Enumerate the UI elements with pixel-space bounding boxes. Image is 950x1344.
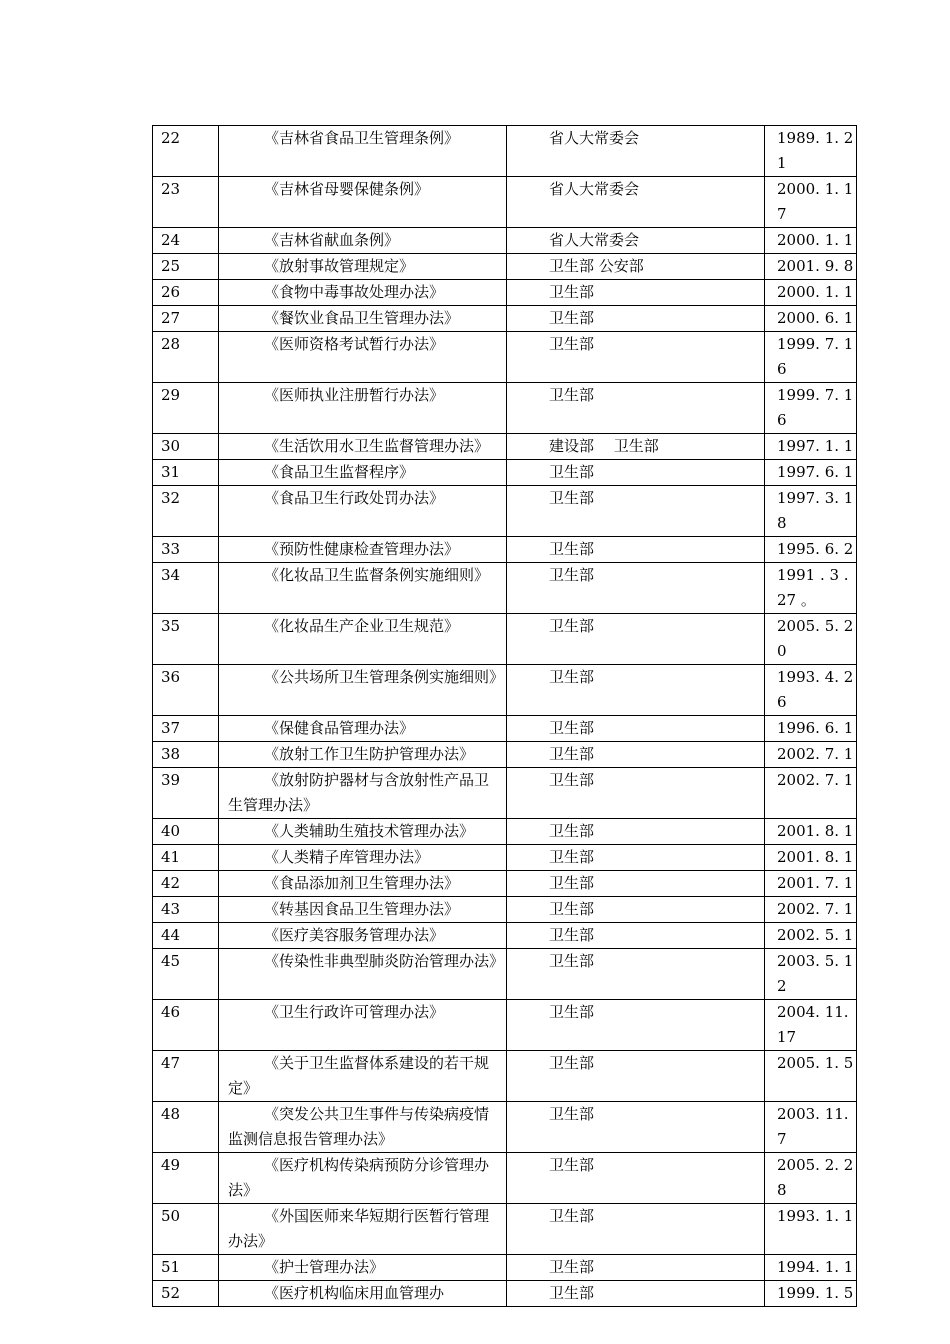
row-number-cell	[153, 177, 219, 228]
row-number-cell	[153, 228, 219, 254]
effective-date: 2001. 8. 1	[777, 822, 854, 840]
issuing-authority: 省人大常委会	[549, 231, 640, 249]
regulation-title: 《放射工作卫生防护管理办法》	[264, 745, 475, 763]
table-row	[153, 768, 857, 819]
regulation-title-cell	[219, 614, 507, 665]
effective-date: 1993. 1. 1	[777, 1207, 854, 1225]
issuing-authority: 卫生部	[549, 1156, 595, 1174]
issuing-authority: 卫生部	[549, 617, 595, 635]
effective-date-cell	[765, 949, 857, 1000]
issuing-authority-cell	[507, 742, 765, 768]
table-row	[153, 177, 857, 228]
regulation-title: 《医疗机构临床用血管理办	[264, 1284, 445, 1302]
row-number: 28	[161, 335, 181, 353]
issuing-authority: 卫生部	[549, 1054, 595, 1072]
table-row	[153, 434, 857, 460]
effective-date: 2000. 1. 1	[777, 231, 854, 249]
regulation-title: 《食品卫生行政处罚办法》	[264, 489, 445, 507]
issuing-authority: 卫生部	[549, 719, 595, 737]
issuing-authority-cell	[507, 1255, 765, 1281]
regulation-title-cell	[219, 306, 507, 332]
table-row	[153, 563, 857, 614]
row-number-cell	[153, 434, 219, 460]
effective-date: 2000. 1. 1	[777, 283, 854, 301]
issuing-authority-cell	[507, 897, 765, 923]
table-row	[153, 306, 857, 332]
regulation-title: 《食品卫生监督程序》	[264, 463, 415, 481]
effective-date: 2001. 9. 8	[777, 257, 854, 275]
issuing-authority-cell	[507, 923, 765, 949]
regulations-table	[152, 125, 857, 1307]
issuing-authority: 卫生部	[549, 1284, 595, 1302]
effective-date: 2005. 2. 28	[777, 1156, 854, 1199]
effective-date: 1994. 1. 1	[777, 1258, 854, 1276]
issuing-authority-cell	[507, 1000, 765, 1051]
regulation-title-cell	[219, 1281, 507, 1307]
regulation-title-cell	[219, 1051, 507, 1102]
table-row	[153, 1204, 857, 1255]
table-row	[153, 1255, 857, 1281]
row-number-cell	[153, 742, 219, 768]
regulation-title: 《食品添加剂卫生管理办法》	[264, 874, 460, 892]
effective-date: 2003. 11. 7	[777, 1105, 849, 1148]
issuing-authority: 卫生部	[549, 822, 595, 840]
issuing-authority-cell	[507, 614, 765, 665]
effective-date: 1991 . 3 . 27 。	[777, 566, 849, 609]
row-number-cell	[153, 1204, 219, 1255]
effective-date-cell	[765, 177, 857, 228]
regulation-title: 《放射事故管理规定》	[264, 257, 415, 275]
regulation-title: 《吉林省食品卫生管理条例》	[264, 129, 460, 147]
table-row	[153, 228, 857, 254]
effective-date: 1999. 7. 16	[777, 335, 854, 378]
table-row	[153, 742, 857, 768]
regulation-title-cell	[219, 1255, 507, 1281]
regulation-title-cell	[219, 434, 507, 460]
effective-date-cell	[765, 306, 857, 332]
table-row	[153, 254, 857, 280]
row-number-cell	[153, 1000, 219, 1051]
issuing-authority-cell	[507, 460, 765, 486]
regulation-title: 《医疗机构传染病预防分诊管理办法》	[228, 1156, 490, 1199]
issuing-authority: 卫生部	[549, 283, 595, 301]
effective-date: 2005. 5. 20	[777, 617, 854, 660]
table-row	[153, 280, 857, 306]
issuing-authority: 卫生部	[549, 463, 595, 481]
row-number: 40	[161, 822, 181, 840]
issuing-authority: 卫生部	[549, 1105, 595, 1123]
row-number-cell	[153, 563, 219, 614]
regulation-title-cell	[219, 897, 507, 923]
regulation-title-cell	[219, 768, 507, 819]
regulation-title: 《转基因食品卫生管理办法》	[264, 900, 460, 918]
regulation-title: 《吉林省献血条例》	[264, 231, 400, 249]
table-row	[153, 383, 857, 434]
row-number-cell	[153, 1255, 219, 1281]
issuing-authority: 卫生部	[549, 771, 595, 789]
regulation-title-cell	[219, 280, 507, 306]
row-number-cell	[153, 614, 219, 665]
row-number-cell	[153, 280, 219, 306]
table-row	[153, 614, 857, 665]
row-number-cell	[153, 871, 219, 897]
row-number-cell	[153, 949, 219, 1000]
effective-date-cell	[765, 742, 857, 768]
effective-date: 2000. 1. 17	[777, 180, 854, 223]
issuing-authority-cell	[507, 332, 765, 383]
issuing-authority: 卫生部	[549, 952, 595, 970]
effective-date: 1996. 6. 1	[777, 719, 854, 737]
table-row	[153, 665, 857, 716]
issuing-authority: 卫生部	[549, 489, 595, 507]
issuing-authority-cell	[507, 486, 765, 537]
row-number-cell	[153, 923, 219, 949]
effective-date-cell	[765, 537, 857, 563]
issuing-authority: 卫生部	[549, 1003, 595, 1021]
row-number-cell	[153, 716, 219, 742]
issuing-authority: 卫生部	[549, 926, 595, 944]
effective-date-cell	[765, 897, 857, 923]
regulation-title: 《化妆品卫生监督条例实施细则》	[264, 566, 490, 584]
regulation-title-cell	[219, 1102, 507, 1153]
row-number: 51	[161, 1258, 181, 1276]
table-row	[153, 1000, 857, 1051]
row-number-cell	[153, 332, 219, 383]
effective-date-cell	[765, 1153, 857, 1204]
effective-date: 1995. 6. 2	[777, 540, 854, 558]
table-row	[153, 486, 857, 537]
effective-date: 2004. 11. 17	[777, 1003, 849, 1046]
issuing-authority-cell	[507, 949, 765, 1000]
regulation-title: 《食物中毒事故处理办法》	[264, 283, 445, 301]
regulation-title: 《关于卫生监督体系建设的若干规定》	[228, 1054, 490, 1097]
issuing-authority: 卫生部	[549, 335, 595, 353]
regulation-title-cell	[219, 1153, 507, 1204]
row-number-cell	[153, 460, 219, 486]
issuing-authority-cell	[507, 306, 765, 332]
regulation-title-cell	[219, 949, 507, 1000]
regulation-title-cell	[219, 716, 507, 742]
row-number: 49	[161, 1156, 181, 1174]
regulation-title-cell	[219, 537, 507, 563]
regulation-title-cell	[219, 332, 507, 383]
effective-date: 1993. 4. 26	[777, 668, 854, 711]
issuing-authority-cell	[507, 434, 765, 460]
effective-date: 1997. 6. 1	[777, 463, 854, 481]
issuing-authority: 卫生部	[549, 309, 595, 327]
effective-date: 1989. 1. 21	[777, 129, 854, 172]
effective-date-cell	[765, 383, 857, 434]
effective-date-cell	[765, 768, 857, 819]
issuing-authority-cell	[507, 563, 765, 614]
regulation-title-cell	[219, 845, 507, 871]
row-number-cell	[153, 768, 219, 819]
effective-date-cell	[765, 819, 857, 845]
regulation-title: 《餐饮业食品卫生管理办法》	[264, 309, 460, 327]
regulation-title: 《保健食品管理办法》	[264, 719, 415, 737]
row-number: 25	[161, 257, 181, 275]
effective-date-cell	[765, 486, 857, 537]
effective-date: 2001. 7. 1	[777, 874, 854, 892]
effective-date-cell	[765, 1255, 857, 1281]
issuing-authority: 建设部 卫生部	[549, 437, 659, 455]
issuing-authority: 卫生部	[549, 386, 595, 404]
regulation-title-cell	[219, 665, 507, 716]
row-number: 29	[161, 386, 181, 404]
row-number-cell	[153, 1102, 219, 1153]
regulation-title-cell	[219, 228, 507, 254]
row-number-cell	[153, 819, 219, 845]
issuing-authority: 卫生部	[549, 540, 595, 558]
regulation-title-cell	[219, 126, 507, 177]
row-number-cell	[153, 1153, 219, 1204]
effective-date: 2000. 6. 1	[777, 309, 854, 327]
row-number: 46	[161, 1003, 181, 1021]
effective-date: 2002. 7. 1	[777, 771, 854, 789]
effective-date-cell	[765, 923, 857, 949]
regulation-title: 《医师资格考试暂行办法》	[264, 335, 445, 353]
row-number: 31	[161, 463, 181, 481]
row-number: 47	[161, 1054, 181, 1072]
effective-date: 2002. 5. 1	[777, 926, 854, 944]
effective-date-cell	[765, 845, 857, 871]
row-number: 41	[161, 848, 181, 866]
effective-date-cell	[765, 871, 857, 897]
issuing-authority-cell	[507, 716, 765, 742]
regulation-title: 《传染性非典型肺炎防治管理办法》	[264, 952, 505, 970]
effective-date-cell	[765, 716, 857, 742]
regulation-title-cell	[219, 486, 507, 537]
effective-date-cell	[765, 563, 857, 614]
issuing-authority-cell	[507, 537, 765, 563]
effective-date-cell	[765, 665, 857, 716]
effective-date: 2005. 1. 5	[777, 1054, 854, 1072]
issuing-authority: 卫生部	[549, 900, 595, 918]
regulation-title-cell	[219, 254, 507, 280]
issuing-authority-cell	[507, 1153, 765, 1204]
row-number: 38	[161, 745, 181, 763]
issuing-authority: 卫生部	[549, 668, 595, 686]
regulation-title-cell	[219, 1000, 507, 1051]
row-number: 32	[161, 489, 181, 507]
table-row	[153, 716, 857, 742]
regulation-title: 《生活饮用水卫生监督管理办法》	[264, 437, 490, 455]
issuing-authority: 卫生部 公安部	[549, 257, 644, 275]
issuing-authority: 卫生部	[549, 1207, 595, 1225]
row-number: 48	[161, 1105, 181, 1123]
regulation-title: 《化妆品生产企业卫生规范》	[264, 617, 460, 635]
issuing-authority-cell	[507, 768, 765, 819]
row-number: 26	[161, 283, 181, 301]
table-row	[153, 845, 857, 871]
issuing-authority-cell	[507, 280, 765, 306]
row-number: 23	[161, 180, 181, 198]
issuing-authority-cell	[507, 1281, 765, 1307]
regulation-title: 《外国医师来华短期行医暂行管理办法》	[228, 1207, 490, 1250]
table-row	[153, 1281, 857, 1307]
effective-date-cell	[765, 1051, 857, 1102]
regulation-title-cell	[219, 923, 507, 949]
issuing-authority-cell	[507, 1051, 765, 1102]
effective-date-cell	[765, 332, 857, 383]
effective-date: 2001. 8. 1	[777, 848, 854, 866]
regulation-title-cell	[219, 460, 507, 486]
issuing-authority: 卫生部	[549, 745, 595, 763]
effective-date: 1997. 3. 18	[777, 489, 854, 532]
regulation-title-cell	[219, 742, 507, 768]
regulation-title-cell	[219, 871, 507, 897]
effective-date-cell	[765, 460, 857, 486]
table-row	[153, 871, 857, 897]
table-row	[153, 460, 857, 486]
regulation-title: 《医师执业注册暂行办法》	[264, 386, 445, 404]
row-number: 35	[161, 617, 181, 635]
row-number: 22	[161, 129, 181, 147]
issuing-authority-cell	[507, 254, 765, 280]
regulation-title-cell	[219, 1204, 507, 1255]
table-row	[153, 1153, 857, 1204]
row-number-cell	[153, 486, 219, 537]
regulation-title-cell	[219, 563, 507, 614]
issuing-authority-cell	[507, 228, 765, 254]
regulation-title: 《人类精子库管理办法》	[264, 848, 430, 866]
row-number-cell	[153, 1281, 219, 1307]
effective-date-cell	[765, 1000, 857, 1051]
effective-date: 2002. 7. 1	[777, 900, 854, 918]
row-number-cell	[153, 306, 219, 332]
row-number-cell	[153, 897, 219, 923]
row-number-cell	[153, 383, 219, 434]
issuing-authority: 省人大常委会	[549, 129, 640, 147]
issuing-authority-cell	[507, 1102, 765, 1153]
issuing-authority-cell	[507, 383, 765, 434]
table-row	[153, 126, 857, 177]
effective-date-cell	[765, 434, 857, 460]
regulation-title: 《医疗美容服务管理办法》	[264, 926, 445, 944]
table-body	[153, 126, 857, 1307]
issuing-authority-cell	[507, 126, 765, 177]
row-number-cell	[153, 1051, 219, 1102]
regulation-title: 《预防性健康检查管理办法》	[264, 540, 460, 558]
issuing-authority: 卫生部	[549, 566, 595, 584]
row-number: 44	[161, 926, 181, 944]
table-row	[153, 332, 857, 383]
issuing-authority-cell	[507, 1204, 765, 1255]
regulation-title-cell	[219, 383, 507, 434]
regulation-title: 《卫生行政许可管理办法》	[264, 1003, 445, 1021]
row-number: 43	[161, 900, 181, 918]
row-number: 45	[161, 952, 181, 970]
row-number-cell	[153, 254, 219, 280]
table-row	[153, 1102, 857, 1153]
row-number-cell	[153, 537, 219, 563]
regulation-title: 《突发公共卫生事件与传染病疫情监测信息报告管理办法》	[228, 1105, 490, 1148]
row-number: 50	[161, 1207, 181, 1225]
effective-date-cell	[765, 1102, 857, 1153]
effective-date: 2002. 7. 1	[777, 745, 854, 763]
effective-date-cell	[765, 280, 857, 306]
effective-date-cell	[765, 1281, 857, 1307]
effective-date: 1999. 7. 16	[777, 386, 854, 429]
issuing-authority: 卫生部	[549, 1258, 595, 1276]
effective-date-cell	[765, 254, 857, 280]
regulation-title: 《吉林省母婴保健条例》	[264, 180, 430, 198]
regulation-title: 《放射防护器材与含放射性产品卫生管理办法》	[228, 771, 490, 814]
effective-date: 2003. 5. 12	[777, 952, 854, 995]
regulation-title: 《公共场所卫生管理条例实施细则》	[264, 668, 505, 686]
table-row	[153, 1051, 857, 1102]
issuing-authority-cell	[507, 819, 765, 845]
issuing-authority-cell	[507, 665, 765, 716]
effective-date-cell	[765, 126, 857, 177]
row-number: 42	[161, 874, 181, 892]
regulation-title-cell	[219, 177, 507, 228]
row-number: 36	[161, 668, 181, 686]
issuing-authority-cell	[507, 845, 765, 871]
effective-date: 1997. 1. 1	[777, 437, 854, 455]
row-number-cell	[153, 665, 219, 716]
row-number: 27	[161, 309, 181, 327]
row-number: 33	[161, 540, 181, 558]
table-row	[153, 949, 857, 1000]
issuing-authority: 省人大常委会	[549, 180, 640, 198]
issuing-authority: 卫生部	[549, 848, 595, 866]
row-number: 24	[161, 231, 181, 249]
issuing-authority: 卫生部	[549, 874, 595, 892]
effective-date-cell	[765, 228, 857, 254]
issuing-authority-cell	[507, 871, 765, 897]
regulation-title: 《人类辅助生殖技术管理办法》	[264, 822, 475, 840]
table-row	[153, 819, 857, 845]
row-number: 34	[161, 566, 181, 584]
effective-date-cell	[765, 614, 857, 665]
row-number: 30	[161, 437, 181, 455]
row-number-cell	[153, 845, 219, 871]
issuing-authority-cell	[507, 177, 765, 228]
table-row	[153, 537, 857, 563]
row-number-cell	[153, 126, 219, 177]
effective-date-cell	[765, 1204, 857, 1255]
regulation-title: 《护士管理办法》	[264, 1258, 385, 1276]
row-number: 52	[161, 1284, 181, 1302]
table-row	[153, 923, 857, 949]
row-number: 37	[161, 719, 181, 737]
regulation-title-cell	[219, 819, 507, 845]
effective-date: 1999. 1. 5	[777, 1284, 854, 1302]
row-number: 39	[161, 771, 181, 789]
table-row	[153, 897, 857, 923]
